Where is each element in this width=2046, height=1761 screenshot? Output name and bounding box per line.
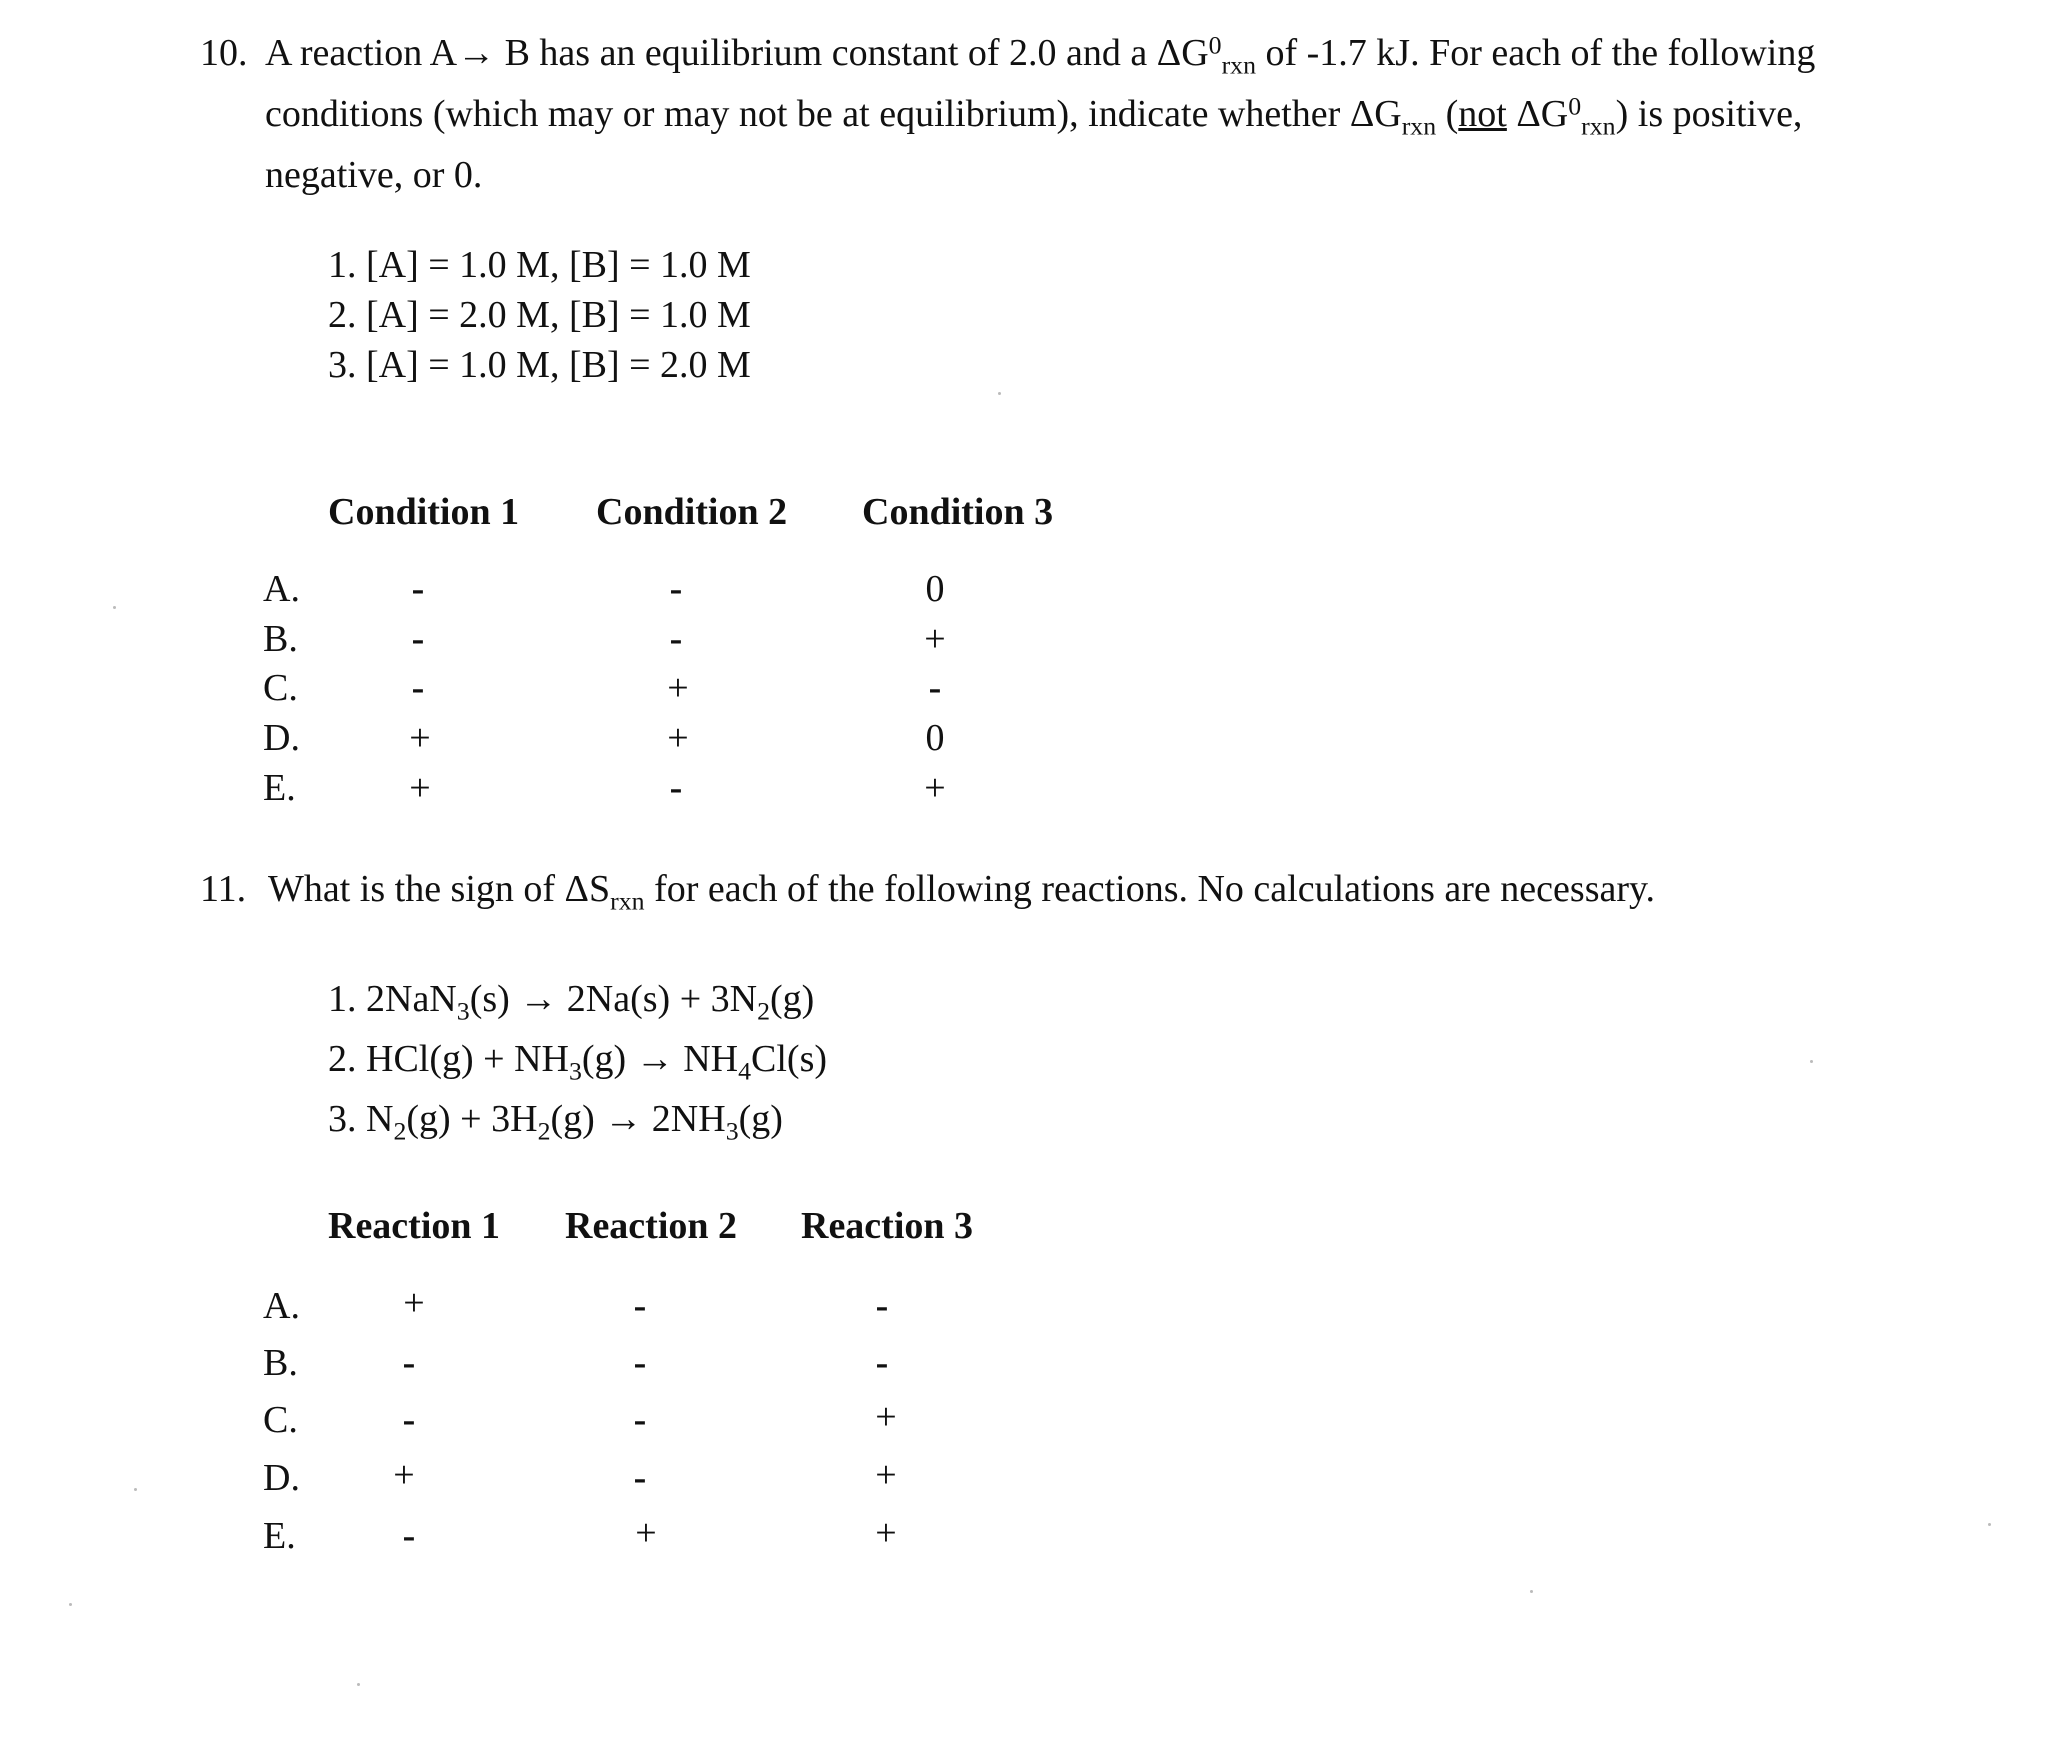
- q11-option-e-r3: +: [875, 1512, 897, 1554]
- q10-prompt-line-2: conditions (which may or may not be at equilibrium), indicate whether $\Delta G_{rxn}$ (not $\Delta G^0_{rxn}$) is positive,: [265, 91, 1803, 141]
- q10-option-d-c1: +: [409, 717, 431, 759]
- q10-number: 10.: [200, 32, 248, 74]
- q10-option-e-c1: +: [409, 767, 431, 809]
- q10-option-d-letter[interactable]: D.: [263, 717, 300, 759]
- scan-speck: [1530, 1590, 1533, 1593]
- q10-option-a-letter[interactable]: A.: [263, 568, 300, 610]
- q11-option-d-r3: +: [875, 1454, 897, 1496]
- q10-option-d-c2: +: [667, 717, 689, 759]
- q10-option-a-c2: -: [669, 568, 683, 610]
- q10-option-e-c3: +: [924, 767, 946, 809]
- q10-prompt: [265, 30, 2005, 217]
- scan-speck: [1988, 1523, 1991, 1526]
- q11-option-b-r3: -: [875, 1342, 889, 1384]
- q10-option-b-c1: -: [411, 618, 425, 660]
- q11-option-b-letter[interactable]: B.: [263, 1342, 298, 1384]
- scan-speck: [1810, 1060, 1813, 1063]
- reaction-item: 2. $HCl(g) + NH_3(g) \to NH_4Cl(s)$: [328, 1038, 828, 1086]
- q10-option-c-c1: -: [411, 667, 425, 709]
- q11-option-c-r2: -: [633, 1399, 647, 1441]
- q11-option-a-r3: -: [875, 1285, 889, 1327]
- q11-header-reaction-3: Reaction 3: [801, 1205, 974, 1247]
- scan-speck: [134, 1488, 137, 1491]
- q10-option-e-c2: -: [669, 767, 683, 809]
- q11-option-a-letter[interactable]: A.: [263, 1285, 300, 1327]
- condition-item: 2. [A] = 2.0 M, [B] = 1.0 M: [328, 294, 751, 336]
- q11-option-c-letter[interactable]: C.: [263, 1399, 298, 1441]
- q11-option-d-letter[interactable]: D.: [263, 1457, 300, 1499]
- q11-header-reaction-2: Reaction 2: [565, 1205, 738, 1247]
- scan-speck: [113, 606, 116, 609]
- q11-option-d-r2: -: [633, 1457, 647, 1499]
- q11-option-a-r2: -: [633, 1285, 647, 1327]
- arrow-icon: →: [457, 32, 496, 74]
- q11-option-e-r2: +: [635, 1512, 657, 1554]
- q10-option-c-c3: -: [928, 667, 942, 709]
- q10-option-c-letter[interactable]: C.: [263, 667, 298, 709]
- not-emphasis: not: [1458, 93, 1507, 135]
- scan-speck: [69, 1603, 72, 1606]
- q10-prompt-line-1: A reaction A→ B has an equilibrium constant of 2.0 and a $\Delta G^0_{rxn}$ of -1.7 kJ. For each of the following: [265, 30, 1816, 80]
- q11-option-c-r3: +: [875, 1396, 897, 1438]
- q11-option-e-r1: -: [402, 1515, 416, 1557]
- q11-header-reaction-1: Reaction 1: [328, 1205, 501, 1247]
- condition-item: 1. [A] = 1.0 M, [B] = 1.0 M: [328, 244, 751, 286]
- q11-number: 11.: [200, 868, 247, 910]
- condition-item: 3. [A] = 1.0 M, [B] = 2.0 M: [328, 344, 751, 386]
- reaction-item: 3. $N_2(g) + 3H_2(g) \to 2NH_3(g)$: [328, 1098, 783, 1146]
- q10-header-condition-1: Condition 1: [328, 491, 520, 533]
- q10-option-b-c3: +: [924, 618, 946, 660]
- q10-header-condition-3: Condition 3: [862, 491, 1054, 533]
- q10-option-a-c1: -: [411, 568, 425, 610]
- q10-option-b-letter[interactable]: B.: [263, 618, 298, 660]
- scan-speck: [357, 1683, 360, 1686]
- q11-option-c-r1: -: [402, 1399, 416, 1441]
- q10-option-c-c2: +: [667, 667, 689, 709]
- q11-option-b-r1: -: [402, 1342, 416, 1384]
- q11-option-e-letter[interactable]: E.: [263, 1515, 296, 1557]
- q10-prompt-line-3: negative, or 0.: [265, 154, 483, 196]
- q10-header-condition-2: Condition 2: [596, 491, 788, 533]
- q11-reactions: [328, 980, 827, 1160]
- scan-speck: [998, 392, 1001, 395]
- q10-option-d-c3: 0: [925, 717, 945, 759]
- q10-conditions: [328, 246, 751, 396]
- q10-option-e-letter[interactable]: E.: [263, 767, 296, 809]
- q11-option-a-r1: +: [403, 1282, 425, 1324]
- q11-prompt: What is the sign of $\Delta S_{rxn}$ for each of the following reactions. No calculations are necessary.: [268, 868, 1656, 916]
- q11-option-d-r1: +: [393, 1454, 415, 1496]
- q10-option-a-c3: 0: [925, 568, 945, 610]
- reaction-item: 1. $2NaN_3(s) \to 2Na(s) + 3N_2(g)$: [328, 978, 815, 1026]
- q10-option-b-c2: -: [669, 618, 683, 660]
- q11-option-b-r2: -: [633, 1342, 647, 1384]
